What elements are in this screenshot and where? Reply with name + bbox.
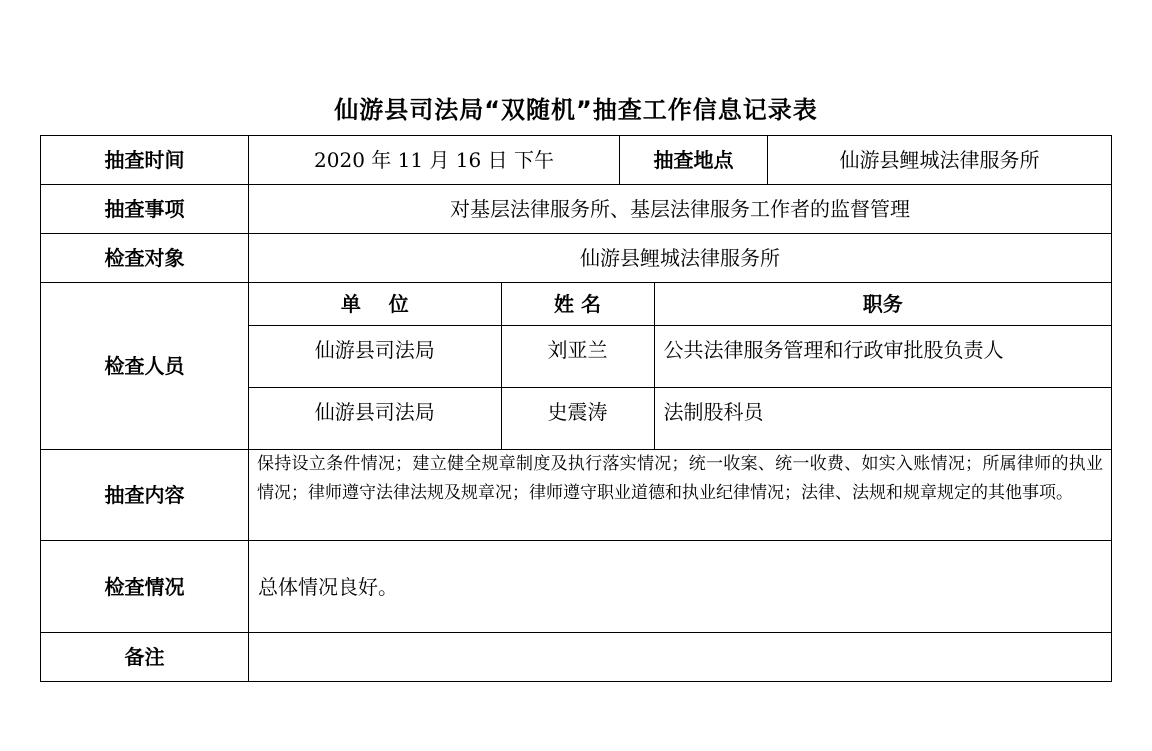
record-table [40,135,1112,682]
label-inspection-personnel: 检查人员 [41,283,249,450]
row-content [41,450,1112,541]
member-unit: 仙游县司法局 [249,325,501,387]
personnel-header-row [249,283,1111,325]
row-time-location [41,136,1112,185]
value-inspection-matter: 对基层法律服务所、基层法律服务工作者的监督管理 [249,185,1112,234]
label-inspection-result: 检查情况 [41,541,249,633]
row-remarks [41,633,1112,682]
table-row [249,387,1111,449]
row-personnel [41,283,1112,450]
value-inspection-target: 仙游县鲤城法律服务所 [249,234,1112,283]
row-target [41,234,1112,283]
label-inspection-time: 抽查时间 [41,136,249,185]
member-name: 史震涛 [501,387,654,449]
personnel-table [249,283,1111,449]
personnel-cell [249,283,1112,450]
header-unit: 单 位 [249,283,501,325]
member-position: 法制股科员 [663,399,764,424]
label-inspection-target: 检查对象 [41,234,249,283]
value-inspection-content: 保持设立条件情况；建立健全规章制度及执行落实情况；统一收案、统一收费、如实入账情况；所属律师的执业情况；律师遵守法律法规及规章况；律师遵守职业道德和执业纪律情况；法律、法规和规章规定的其他事项。 [249,450,1112,541]
member-name: 刘亚兰 [501,325,654,387]
row-result [41,541,1112,633]
value-inspection-time: 2020 年 11 月 16 日 下午 [249,136,620,185]
value-inspection-result: 总体情况良好。 [249,541,1112,633]
header-name: 姓 名 [501,283,654,325]
label-inspection-matter: 抽查事项 [41,185,249,234]
row-matter [41,185,1112,234]
header-position: 职务 [654,283,1111,325]
label-remarks: 备注 [41,633,249,682]
table-row [249,325,1111,387]
value-remarks [249,633,1112,682]
value-inspection-location: 仙游县鲤城法律服务所 [768,136,1112,185]
label-inspection-location: 抽查地点 [620,136,768,185]
member-unit: 仙游县司法局 [249,387,501,449]
document-title: 仙游县司法局“双随机”抽查工作信息记录表 [334,96,818,124]
label-inspection-content: 抽查内容 [41,450,249,541]
member-position: 公共法律服务管理和行政审批股负责人 [654,325,1111,387]
